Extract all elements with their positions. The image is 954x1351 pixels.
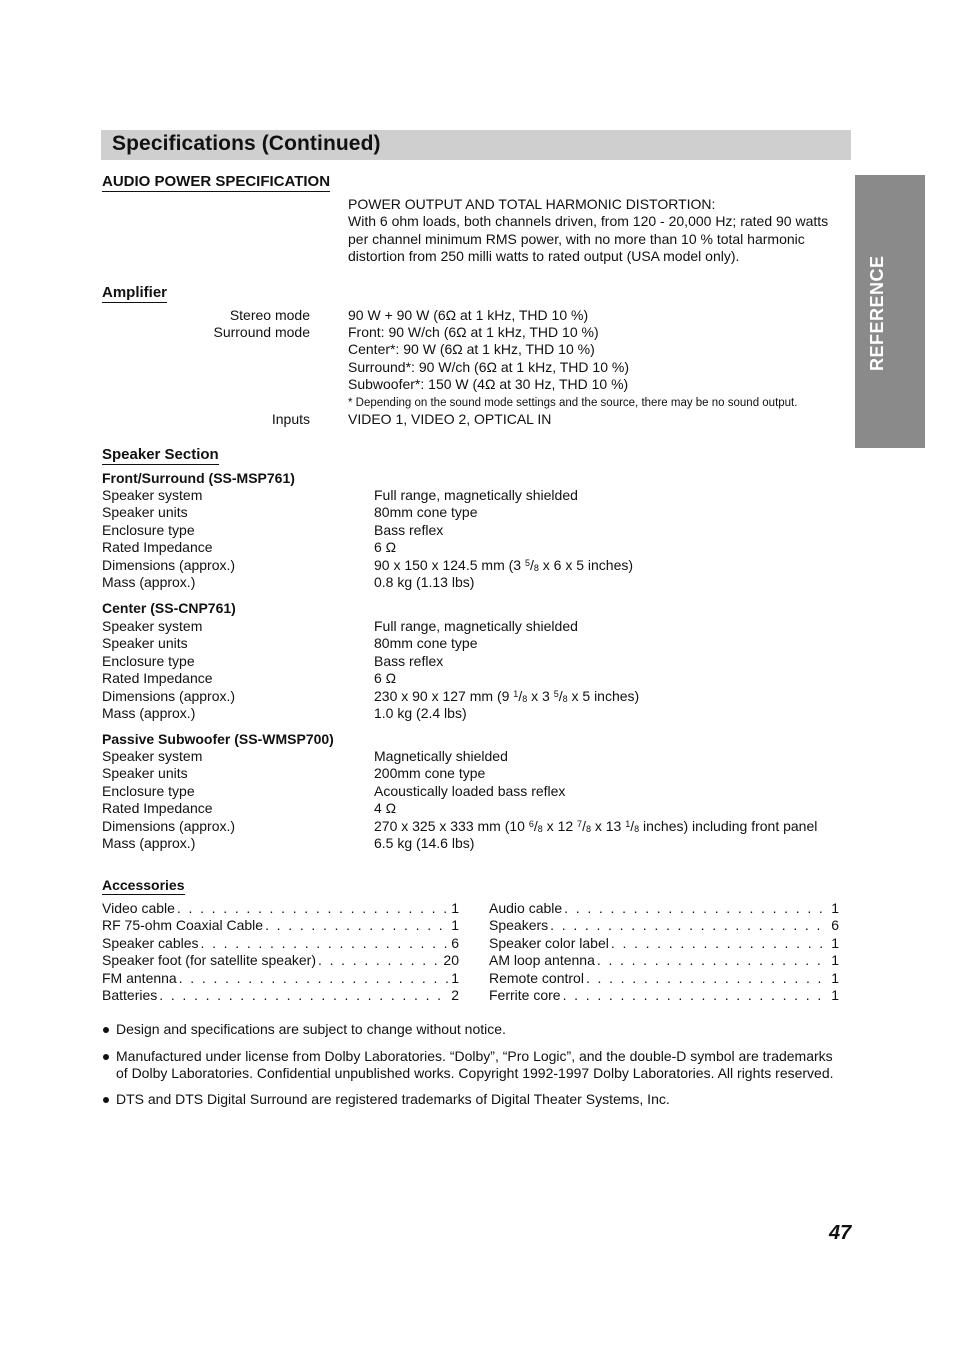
- spec-label: Mass (approx.): [102, 704, 196, 721]
- note-item: [102, 1021, 850, 1038]
- inputs-label: Inputs: [271, 411, 310, 427]
- page-title: Specifications (Continued): [112, 132, 381, 155]
- spec-label: Speaker system: [102, 487, 203, 503]
- accessory-qty: 1: [451, 900, 459, 916]
- speaker-section-heading: Speaker Section: [102, 446, 219, 463]
- note-item: [102, 1091, 850, 1108]
- accessory-qty: 1: [831, 969, 839, 986]
- accessory-item: [102, 987, 459, 1004]
- accessory-item: [489, 970, 839, 987]
- spec-value: 6 Ω: [374, 539, 397, 556]
- spec-row: [102, 835, 852, 852]
- accessory-name: RF 75-ohm Coaxial Cable: [102, 917, 264, 934]
- leader-dots: [177, 900, 449, 916]
- spec-value: 1.0 kg (2.4 lbs): [374, 704, 467, 721]
- spec-row: [102, 504, 852, 521]
- accessory-qty: 6: [451, 934, 459, 951]
- spec-value: 90 x 150 x 124.5 mm (3 $^5/_8$ x 6 x 5 inches): [374, 556, 634, 573]
- surround-value: Surround*: 90 W/ch (6Ω at 1 kHz, THD 10 %): [348, 358, 629, 375]
- leader-dots: [318, 952, 441, 968]
- fraction-numerator: 7: [577, 818, 583, 829]
- accessory-qty: 1: [831, 986, 839, 1003]
- audio-power-line: POWER OUTPUT AND TOTAL HARMONIC DISTORTION:: [348, 196, 716, 212]
- spec-label: Dimensions (approx.): [102, 556, 236, 573]
- audio-power-text: [348, 196, 828, 265]
- leader-dots: [597, 952, 829, 968]
- note-item: [102, 1048, 850, 1083]
- fraction-denominator: 8: [634, 823, 640, 834]
- speaker-group-title: Front/Surround (SS-MSP761): [102, 470, 295, 486]
- spec-label: Speaker units: [102, 765, 188, 782]
- accessory-item: [102, 917, 459, 934]
- fraction-numerator: 1: [513, 688, 519, 699]
- leader-dots: [563, 987, 830, 1003]
- accessory-name: Batteries: [102, 986, 158, 1003]
- spec-row: [102, 653, 852, 670]
- accessory-item: [489, 987, 839, 1004]
- accessory-qty: 20: [443, 952, 459, 969]
- speaker-spec-table: [102, 487, 852, 591]
- spec-label: Speaker system: [102, 618, 203, 634]
- page-title-bar: [101, 130, 851, 160]
- speaker-group-title: Center (SS-CNP761): [102, 600, 236, 616]
- spec-row: [102, 539, 852, 556]
- note-text: DTS and DTS Digital Surround are registered trademarks of Digital Theater Systems, Inc.: [116, 1091, 670, 1107]
- accessory-name: AM loop antenna: [489, 952, 595, 969]
- spec-value: Bass reflex: [374, 652, 444, 669]
- bullet-icon: [103, 1097, 109, 1103]
- surround-mode-values: [348, 324, 629, 393]
- audio-power-line: With 6 ohm loads, both channels driven, from 120 - 20,000 Hz; rated 90 watts: [348, 213, 829, 230]
- leader-dots: [550, 917, 829, 933]
- speaker-group-title: Passive Subwoofer (SS-WMSP700): [102, 731, 334, 747]
- fraction-numerator: 1: [625, 818, 631, 829]
- audio-power-line: per channel minimum RMS power, with no more than 10 % total harmonic: [348, 230, 805, 247]
- spec-label: Enclosure type: [102, 782, 195, 799]
- accessory-qty: 1: [451, 969, 459, 986]
- spec-value-part: 90 x 150 x 124.5 mm (3: [374, 556, 525, 573]
- accessory-item: [102, 935, 459, 952]
- spec-label: Enclosure type: [102, 521, 195, 538]
- inputs-value: VIDEO 1, VIDEO 2, OPTICAL IN: [348, 411, 552, 427]
- spec-label: Rated Impedance: [102, 539, 213, 556]
- spec-value: 6.5 kg (14.6 lbs): [374, 834, 475, 851]
- spec-row: [102, 557, 852, 574]
- audio-power-line: distortion from 250 milli watts to rated output (USA model only).: [348, 247, 740, 264]
- spec-label: Speaker units: [102, 504, 188, 521]
- bullet-icon: [103, 1027, 109, 1033]
- spec-label: Mass (approx.): [102, 573, 196, 590]
- section-tab-label: REFERENCE: [867, 255, 887, 371]
- spec-row: [102, 635, 852, 652]
- spec-value-part: 230 x 90 x 127 mm (9: [374, 687, 514, 704]
- spec-row: [102, 618, 852, 635]
- spec-value: 230 x 90 x 127 mm (9 $^1/_8$ x 3 $^5/_8$ x 5 inches): [374, 687, 640, 704]
- leader-dots: [201, 935, 450, 951]
- bullet-icon: [103, 1054, 109, 1060]
- spec-value: 270 x 325 x 333 mm (10 $^6/_8$ x 12 $^7/_8$ x 13 $^1/_8$ inches) including front panel: [374, 817, 818, 834]
- note-text: Design and specifications are subject to change without notice.: [116, 1021, 506, 1037]
- accessory-name: Speakers: [489, 917, 549, 934]
- spec-label: Rated Impedance: [102, 800, 213, 817]
- leader-dots: [586, 970, 829, 986]
- spec-value: Full range, magnetically shielded: [374, 487, 578, 503]
- spec-value: 80mm cone type: [374, 504, 478, 521]
- spec-value: 6 Ω: [374, 670, 397, 687]
- spec-row: [102, 783, 852, 800]
- spec-value: Magnetically shielded: [374, 748, 508, 764]
- speaker-spec-table: [102, 618, 852, 722]
- accessory-item: [102, 970, 459, 987]
- audio-power-heading: AUDIO POWER SPECIFICATION: [102, 173, 331, 190]
- accessory-item: [489, 917, 839, 934]
- spec-row: [102, 487, 852, 504]
- leader-dots: [564, 900, 829, 916]
- spec-value: Acoustically loaded bass reflex: [374, 782, 566, 799]
- spec-value-part: x 12: [542, 817, 578, 834]
- amplifier-footnote: * Depending on the sound mode settings and the source, there may be no sound output.: [348, 397, 798, 409]
- spec-value-part: x 3: [527, 687, 554, 704]
- spec-row: [102, 748, 852, 765]
- spec-row: [102, 705, 852, 722]
- accessory-name: FM antenna: [102, 969, 177, 986]
- accessory-qty: 6: [831, 917, 839, 934]
- fraction-numerator: 5: [553, 688, 559, 699]
- spec-value: 200mm cone type: [374, 765, 486, 782]
- amplifier-heading: Amplifier: [102, 284, 168, 301]
- spec-row: [102, 800, 852, 817]
- spec-value: Bass reflex: [374, 521, 444, 538]
- spec-value: 4 Ω: [374, 800, 397, 817]
- accessory-item: [489, 952, 839, 969]
- spec-value-part: 270 x 325 x 333 mm (10: [374, 817, 529, 834]
- fraction-denominator: 8: [537, 823, 543, 834]
- leader-dots: [179, 970, 449, 986]
- fraction-numerator: 5: [524, 557, 530, 568]
- note-text: Manufactured under license from Dolby Laboratories. “Dolby”, “Pro Logic”, and the double-D symbol are trademarks: [116, 1048, 833, 1064]
- fraction-denominator: 8: [533, 562, 539, 573]
- accessory-qty: 1: [831, 900, 839, 916]
- spec-row: [102, 574, 852, 591]
- accessory-name: Remote control: [489, 969, 584, 986]
- spec-value-part: inches) including front panel: [639, 817, 818, 834]
- stereo-mode-label: Stereo mode: [229, 307, 310, 323]
- accessory-item: [102, 900, 459, 917]
- leader-dots: [611, 935, 829, 951]
- section-tab: [855, 175, 925, 448]
- accessory-item: [102, 952, 459, 969]
- stereo-mode-value: 90 W + 90 W (6Ω at 1 kHz, THD 10 %): [348, 307, 589, 323]
- spec-value: 80mm cone type: [374, 635, 478, 652]
- spec-value: 0.8 kg (1.13 lbs): [374, 573, 475, 590]
- fraction-denominator: 8: [522, 693, 528, 704]
- spec-row: [102, 765, 852, 782]
- spec-label: Dimensions (approx.): [102, 817, 236, 834]
- accessory-name: Audio cable: [489, 900, 563, 916]
- accessory-qty: 1: [451, 917, 459, 934]
- surround-value: Front: 90 W/ch (6Ω at 1 kHz, THD 10 %): [348, 324, 599, 340]
- spec-value-part: x 13: [590, 817, 626, 834]
- spec-label: Mass (approx.): [102, 834, 196, 851]
- spec-label: Enclosure type: [102, 652, 195, 669]
- fraction-denominator: 8: [585, 823, 591, 834]
- accessories-list-right: [489, 900, 839, 1004]
- accessory-qty: 2: [451, 986, 459, 1003]
- spec-row: [102, 688, 852, 705]
- spec-row: [102, 522, 852, 539]
- spec-row: [102, 670, 852, 687]
- accessories-list-left: [102, 900, 459, 1004]
- accessory-name: Video cable: [102, 900, 175, 916]
- spec-label: Dimensions (approx.): [102, 687, 236, 704]
- accessory-item: [489, 900, 839, 917]
- spec-label: Speaker units: [102, 635, 188, 652]
- accessory-name: Speaker foot (for satellite speaker): [102, 952, 316, 969]
- surround-mode-label: Surround mode: [213, 324, 310, 340]
- leader-dots: [265, 917, 449, 933]
- spec-value-part: x 6 x 5 inches): [538, 556, 634, 573]
- fraction-numerator: 6: [528, 818, 534, 829]
- accessory-name: Ferrite core: [489, 986, 561, 1003]
- spec-value-part: x 5 inches): [567, 687, 640, 704]
- accessory-item: [489, 935, 839, 952]
- spec-label: Rated Impedance: [102, 670, 213, 687]
- page-number: 47: [829, 1222, 852, 1244]
- accessory-name: Speaker color label: [489, 934, 609, 951]
- accessory-name: Speaker cables: [102, 934, 199, 951]
- leader-dots: [159, 987, 449, 1003]
- accessory-qty: 1: [831, 934, 839, 951]
- surround-value: Center*: 90 W (6Ω at 1 kHz, THD 10 %): [348, 341, 595, 358]
- note-text: of Dolby Laboratories. Confidential unpublished works. Copyright 1992-1997 Dolby Laboratories. All rights reserved.: [116, 1065, 834, 1082]
- accessories-heading: Accessories: [102, 877, 185, 893]
- spec-value: Full range, magnetically shielded: [374, 618, 578, 634]
- surround-value: Subwoofer*: 150 W (4Ω at 30 Hz, THD 10 %): [348, 375, 629, 392]
- spec-label: Speaker system: [102, 748, 203, 764]
- spec-row: [102, 818, 852, 835]
- speaker-spec-table: [102, 748, 852, 852]
- accessory-qty: 1: [831, 952, 839, 969]
- fraction-denominator: 8: [562, 693, 568, 704]
